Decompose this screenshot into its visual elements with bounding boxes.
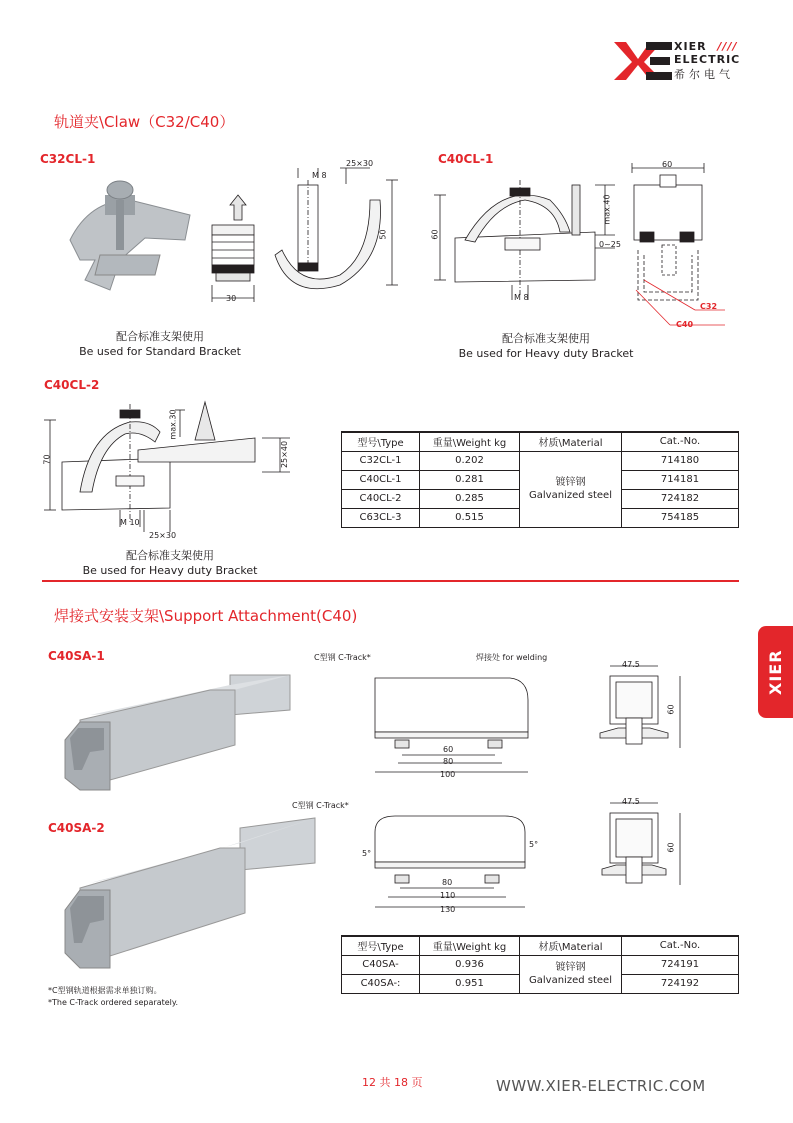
c40cl2-dim-25x30: 25×30 <box>149 531 177 540</box>
cell-cat: 724182 <box>622 489 739 508</box>
material-cn: 镀锌钢 <box>555 477 586 488</box>
cell-weight: 0.285 <box>420 489 520 508</box>
ctrack-note-en: *The C-Track ordered separately. <box>48 998 179 1007</box>
c40sa1-ctrack-label: C型钢 C-Track* <box>314 653 371 662</box>
c32cl1-dim-25x30: 25×30 <box>346 159 374 168</box>
col-cat-header: Cat.-No. <box>622 432 739 451</box>
c40sa2-dim-110: 110 <box>440 891 456 900</box>
material-en: Galvanized steel <box>529 490 612 501</box>
cell-material <box>520 451 622 527</box>
material-cn: 镀锌钢 <box>555 962 586 973</box>
c40sa2-dim-80: 80 <box>442 878 453 887</box>
c40cl1-caption <box>456 331 636 361</box>
table-header-row <box>342 936 739 955</box>
c40cl2-dim-m10: M 10 <box>120 518 140 527</box>
cell-weight: 0.515 <box>420 508 520 527</box>
claw-section-title: 轨道夹\Claw（C32/C40） <box>54 113 235 131</box>
cell-cat: 724192 <box>622 974 739 993</box>
col-weight-header: 重量\Weight kg <box>420 936 520 955</box>
ctrack-note <box>48 985 178 1009</box>
cell-cat: 714180 <box>622 451 739 470</box>
brand-name-cn: 希尔电气 <box>674 68 734 81</box>
c40sa2-render <box>60 808 330 978</box>
c32cl1-caption <box>70 329 250 359</box>
c40sa2-end-view <box>598 795 698 895</box>
c32cl1-caption-en: Be used for Standard Bracket <box>79 345 241 358</box>
cell-weight: 0.281 <box>420 470 520 489</box>
cell-cat: 754185 <box>622 508 739 527</box>
support-section-title: 焊接式安装支架\Support Attachment(C40) <box>54 607 358 625</box>
c32cl1-label: C32CL-1 <box>40 152 96 166</box>
col-cat-header: Cat.-No. <box>622 936 739 955</box>
c32cl1-dim-m8: M 8 <box>312 171 327 180</box>
col-type-header: 型号\Type <box>342 936 420 955</box>
c32cl1-drawing <box>50 160 410 310</box>
c40cl1-c32-label: C32 <box>700 302 718 311</box>
brand-name-line1: XIER <box>674 40 707 53</box>
col-material-header: 材质\Material <box>520 432 622 451</box>
c40cl1-dim-0-25: 0~25 <box>599 240 621 249</box>
c32cl1-dim-50: 50 <box>378 229 388 240</box>
c40cl2-dim-70: 70 <box>42 454 52 465</box>
website-link[interactable]: WWW.XIER-ELECTRIC.COM <box>496 1077 706 1095</box>
c40cl1-label: C40CL-1 <box>438 152 494 166</box>
c32cl1-caption-cn: 配合标准支架使用 <box>116 330 204 343</box>
ctrack-note-cn: *C型钢轨道根据需求单独订购。 <box>48 986 162 995</box>
c40cl1-end-view <box>632 163 725 325</box>
c40sa1-dim-80: 80 <box>443 757 454 766</box>
c40cl1-dim-60-left: 60 <box>430 229 440 240</box>
c40sa2-dim-47-5: 47.5 <box>622 797 640 806</box>
cell-type: C40CL-2 <box>342 489 420 508</box>
cell-cat: 724191 <box>622 955 739 974</box>
support-spec-table <box>341 935 739 994</box>
page-number: 12 共 18 页 <box>362 1076 423 1089</box>
c40sa2-side-view <box>370 812 540 920</box>
cell-type: C63CL-3 <box>342 508 420 527</box>
c40sa1-dim-100: 100 <box>440 770 456 779</box>
c40sa1-dim-60: 60 <box>443 745 454 754</box>
cell-type: C40SA- <box>342 955 420 974</box>
col-material-header: 材质\Material <box>520 936 622 955</box>
cell-type: C40CL-1 <box>342 470 420 489</box>
c40sa1-welding-label: 焊接处 for welding <box>476 653 548 662</box>
c32cl1-dim-30: 30 <box>226 294 237 303</box>
c40sa2-dim-130: 130 <box>440 905 456 914</box>
c40sa2-dim-h60: 60 <box>666 842 676 853</box>
c40cl1-c40-label: C40 <box>676 320 694 329</box>
c40cl2-dim-25x40: 25×40 <box>280 440 290 469</box>
c40cl1-caption-en: Be used for Heavy duty Bracket <box>458 347 634 360</box>
material-en: Galvanized steel <box>529 975 612 986</box>
col-type-header: 型号\Type <box>342 432 420 451</box>
c40cl1-dim-max40: max.40 <box>602 194 612 225</box>
xe-logo-mark-icon <box>612 40 674 82</box>
side-tab-xier: XIER <box>758 626 793 718</box>
cell-weight: 0.202 <box>420 451 520 470</box>
c40cl2-caption <box>80 548 260 578</box>
c40cl1-dim-m8: M 8 <box>514 293 529 302</box>
c40cl1-dim-60-top: 60 <box>662 160 673 169</box>
table-header-row <box>342 432 739 451</box>
c32cl1-side-view <box>212 195 254 302</box>
brand-name-line2: ELECTRIC <box>674 53 741 66</box>
cell-weight: 0.936 <box>420 955 520 974</box>
brand-slashes: //// <box>717 40 738 53</box>
c40sa2-ctrack-label: C型钢 C-Track* <box>292 801 349 810</box>
cell-cat: 714181 <box>622 470 739 489</box>
cell-material <box>520 955 622 993</box>
c40cl1-side-view <box>434 180 615 300</box>
table-row <box>342 451 739 470</box>
c40sa1-dim-h60: 60 <box>666 704 676 715</box>
c40cl2-label: C40CL-2 <box>44 378 100 392</box>
section-divider <box>42 580 739 582</box>
c40cl2-caption-en: Be used for Heavy duty Bracket <box>82 564 258 577</box>
c40sa1-render <box>60 660 310 800</box>
cell-type: C40SA-: <box>342 974 420 993</box>
c40cl2-caption-cn: 配合标准支架使用 <box>126 549 214 562</box>
c40sa1-side-view <box>370 660 540 785</box>
c40cl2-dim-max30: max.30 <box>168 409 178 440</box>
c32cl1-front-view <box>275 168 398 289</box>
cell-weight: 0.951 <box>420 974 520 993</box>
c40sa1-label: C40SA-1 <box>48 649 105 663</box>
c40sa2-label: C40SA-2 <box>48 821 105 835</box>
c40sa2-dim-5-left: 5° <box>362 849 372 858</box>
c40cl1-caption-cn: 配合标准支架使用 <box>502 332 590 345</box>
table-row <box>342 955 739 974</box>
c40sa2-dim-5-right: 5° <box>529 840 539 849</box>
brand-logo <box>612 40 752 82</box>
cell-type: C32CL-1 <box>342 451 420 470</box>
c40sa1-end-view <box>598 658 698 758</box>
c40sa1-dim-47-5: 47.5 <box>622 660 640 669</box>
claw-spec-table <box>341 431 739 528</box>
col-weight-header: 重量\Weight kg <box>420 432 520 451</box>
c32cl1-render <box>70 181 190 290</box>
